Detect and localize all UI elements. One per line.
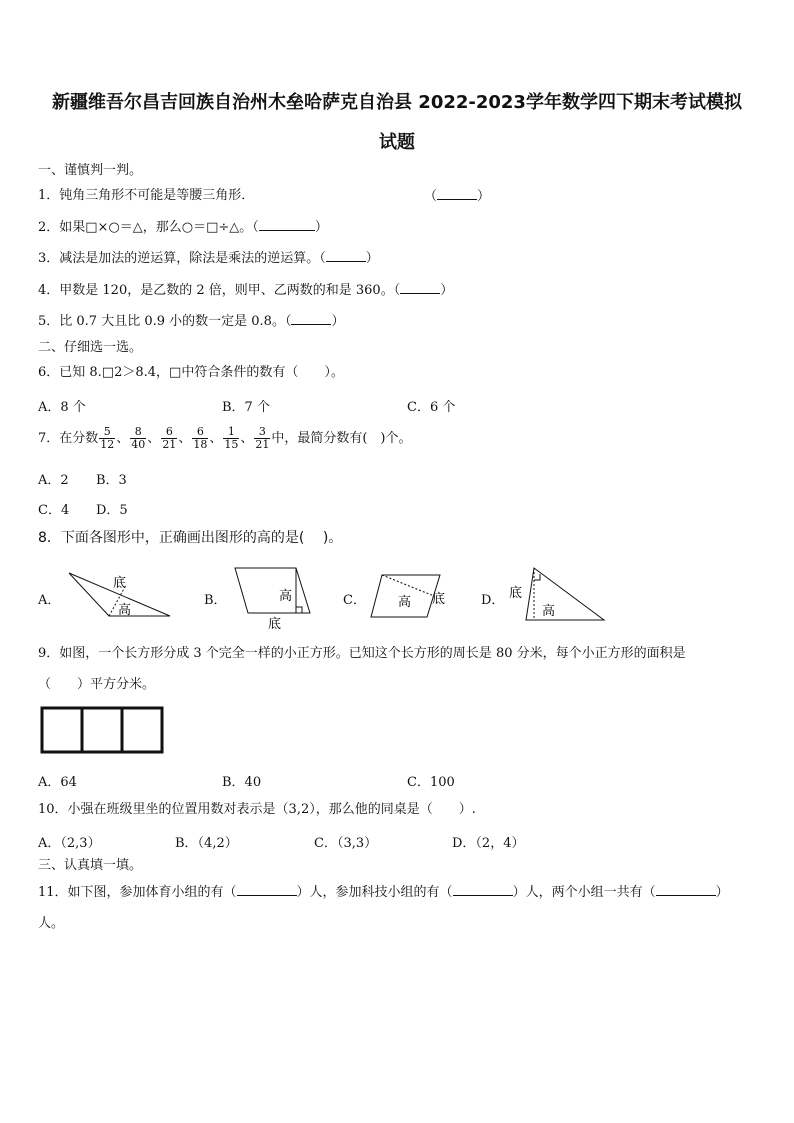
question-4-text: 4．甲数是 120，是乙数的 2 倍，则甲、乙两数的和是 360。（ [38,283,401,298]
figure-a-triangle [66,570,174,622]
question-6-option-b[interactable]: B．7 个 [222,400,270,415]
question-2 [38,219,328,236]
figure-rectangle-three-squares [40,706,164,754]
question-6-option-c[interactable]: C．6 个 [407,400,456,415]
paren-open: （ [424,189,438,204]
numerator: 6 [161,426,177,439]
question-7-prefix: 7．在分数 [38,431,99,446]
numerator: 5 [99,426,115,439]
question-11 [38,884,729,901]
question-10-option-b[interactable]: B．（4,2） [175,836,238,851]
fraction [99,426,115,451]
fraction [161,426,177,451]
label-gao: 高 [542,604,556,619]
answer-blank[interactable] [656,884,716,896]
question-8-option-d[interactable]: D． [481,593,505,608]
answer-blank[interactable] [259,219,315,231]
paren-close: ） [314,220,328,235]
question-4 [38,282,453,299]
denominator: 18 [193,438,208,451]
question-11-part1: 11．如下图，参加体育小组的有（ [38,885,237,900]
fraction [254,426,270,451]
paren-close: ） [440,283,454,298]
paren-close: ） [365,251,379,266]
answer-blank[interactable] [400,282,440,294]
question-3-text: 3．减法是加法的逆运算，除法是乘法的逆运算。（ [38,251,326,266]
question-5 [38,313,344,330]
question-8-text: 8．下面各图形中，正确画出图形的高的是( )。 [38,530,343,546]
label-di: 底 [113,576,127,591]
question-10-text: 10．小强在班级里坐的位置用数对表示是（3,2），那么他的同桌是（ ）. [38,802,476,817]
question-9-option-b[interactable]: B．40 [222,775,262,790]
answer-blank[interactable] [237,884,297,896]
denominator: 21 [162,438,177,451]
fraction [192,426,208,451]
question-11-part3: ）人，两个小组一共有（ [512,885,656,900]
paren-close: ） [477,189,491,204]
section-heading-3: 三、认真填一填。 [38,858,143,873]
fraction [223,426,239,451]
label-di: 底 [268,617,282,632]
question-10-option-c[interactable]: C．（3,3） [314,836,378,851]
question-1-answer[interactable] [424,188,490,205]
numerator: 3 [254,426,270,439]
figure-d-triangle [506,563,608,623]
question-3 [38,250,379,267]
question-1 [38,188,254,204]
question-7-suffix: 中，最简分数有( )个。 [271,431,412,446]
label-gao: 高 [398,595,412,610]
answer-blank[interactable] [453,884,513,896]
question-11-part4: ） [715,885,729,900]
question-9-text-2: （ ）平方分米。 [38,677,156,692]
question-6-option-a[interactable]: A．8 个 [38,400,86,415]
label-gao: 高 [118,603,132,618]
question-8-option-b[interactable]: B． [204,593,227,608]
denominator: 12 [100,438,115,451]
question-2-text: 2．如果□×○＝△，那么○＝□÷△。（ [38,220,259,235]
answer-blank[interactable] [291,313,331,325]
label-di: 底 [509,586,523,601]
question-8-option-a[interactable]: A． [38,593,61,608]
question-9-option-c[interactable]: C．100 [407,775,455,790]
answer-blank[interactable] [326,250,366,262]
denominator: 21 [255,438,270,451]
question-9-text: 9．如图，一个长方形分成 3 个完全一样的小正方形。已知这个长方形的周长是 80 分米，每个小正方形的面积是 [38,646,686,661]
question-7-option-a[interactable]: A．2 [38,473,69,488]
page-title-line1: 新疆维吾尔昌吉回族自治州木垒哈萨克自治县 2022-2023学年数学四下期末考试模拟 [52,92,742,113]
paren-close: ） [331,314,345,329]
fraction [130,426,146,451]
question-10-option-a[interactable]: A．（2,3） [38,836,101,851]
question-7-option-d[interactable]: D．5 [96,503,128,518]
numerator: 1 [223,426,239,439]
question-11-part2: ）人，参加科技小组的有（ [296,885,453,900]
question-7-option-b[interactable]: B．3 [96,473,127,488]
question-6-text: 6．已知 8.□2＞8.4，□中符合条件的数有（ ）。 [38,365,344,380]
label-gao: 高 [279,589,293,604]
question-5-text: 5．比 0.7 大且比 0.9 小的数一定是 0.8。（ [38,314,292,329]
figure-c-parallelogram [368,570,456,622]
question-7: 7．在分数 $\frac{5}{12}$ 、 $\frac{8}{40}$ 、 $\frac{6}{21}$ 、 $\frac{6}{18}$ 、 $\frac{1}{15}$ 、 $\frac{3}{21}$ 中，最简分数有( )个。 [38,425,412,451]
denominator: 15 [224,438,239,451]
answer-blank[interactable] [437,188,477,200]
question-11-text-2: 人。 [38,916,65,931]
question-10-option-d[interactable]: D．（2，4） [452,836,525,851]
section-heading-1: 一、谨慎判一判。 [38,163,143,178]
figure-b-parallelogram [232,565,314,633]
label-di: 底 [432,592,446,607]
page-title-line2: 试题 [379,132,415,153]
numerator: 8 [130,426,146,439]
denominator: 40 [131,438,146,451]
section-heading-2: 二、仔细选一选。 [38,340,143,355]
numerator: 6 [192,426,208,439]
question-8-option-c[interactable]: C． [343,593,366,608]
question-1-text: 1．钝角三角形不可能是等腰三角形． [38,188,255,203]
question-7-option-c[interactable]: C．4 [38,503,70,518]
question-9-option-a[interactable]: A．64 [38,775,77,790]
